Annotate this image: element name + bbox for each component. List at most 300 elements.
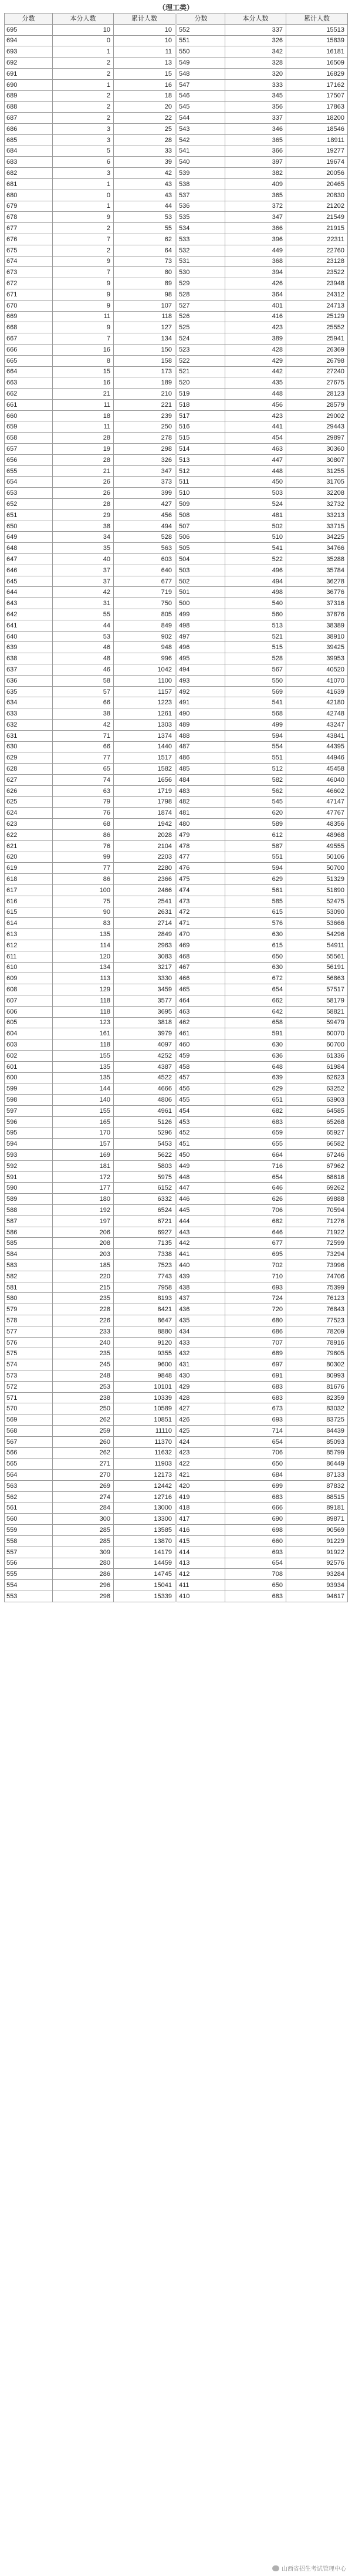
cell-count: 2: [53, 90, 114, 102]
cell-cumulative: 91229: [286, 1535, 348, 1547]
cell-score: 438: [177, 1282, 225, 1293]
cell-count: 2: [53, 223, 114, 234]
cell-score: 417: [177, 1514, 225, 1525]
table-row: [5, 90, 175, 102]
table-row: [5, 730, 175, 741]
table-row: [177, 212, 348, 223]
cell-count: 3: [53, 168, 114, 179]
cell-score: 455: [177, 1095, 225, 1106]
table-row: [177, 1591, 348, 1602]
table-row: [5, 267, 175, 278]
table-row: [177, 896, 348, 907]
table-row: [177, 1271, 348, 1282]
cell-cumulative: 4522: [114, 1072, 175, 1083]
cell-score: 572: [5, 1381, 53, 1392]
cell-cumulative: 63903: [286, 1095, 348, 1106]
cell-cumulative: 1374: [114, 730, 175, 741]
table-row: [177, 201, 348, 212]
cell-cumulative: 948: [114, 642, 175, 653]
cell-count: 300: [53, 1514, 114, 1525]
table-row: [5, 1447, 175, 1459]
cell-count: 134: [53, 962, 114, 973]
cell-count: 1: [53, 46, 114, 58]
cell-cumulative: 2203: [114, 852, 175, 863]
cell-count: 65: [53, 764, 114, 775]
cell-score: 603: [5, 1039, 53, 1051]
cell-score: 415: [177, 1535, 225, 1547]
cell-score: 634: [5, 697, 53, 708]
cell-count: 515: [225, 642, 286, 653]
cell-score: 496: [177, 642, 225, 653]
table-row: [177, 1171, 348, 1183]
cell-cumulative: 22760: [286, 245, 348, 256]
table-row: [177, 984, 348, 995]
cell-score: 554: [5, 1580, 53, 1591]
cell-score: 573: [5, 1370, 53, 1382]
table-row: [177, 940, 348, 951]
table-row: [177, 1282, 348, 1293]
cell-score: 645: [5, 576, 53, 587]
cell-count: 28: [53, 454, 114, 465]
cell-score: 560: [5, 1514, 53, 1525]
cell-score: 559: [5, 1525, 53, 1536]
cell-score: 561: [5, 1503, 53, 1514]
table-row: [177, 598, 348, 609]
cell-cumulative: 40520: [286, 664, 348, 676]
table-row: [177, 1403, 348, 1414]
cell-cumulative: 33715: [286, 521, 348, 532]
cell-score: 688: [5, 102, 53, 113]
cell-score: 420: [177, 1480, 225, 1491]
table-row: [5, 444, 175, 455]
cell-score: 571: [5, 1392, 53, 1403]
table-row: [5, 499, 175, 510]
cell-score: 483: [177, 785, 225, 796]
table-row: [5, 1072, 175, 1083]
cell-score: 581: [5, 1282, 53, 1293]
cell-count: 389: [225, 333, 286, 345]
table-row: [177, 58, 348, 69]
cell-score: 507: [177, 521, 225, 532]
cell-score: 615: [5, 907, 53, 918]
cell-count: 724: [225, 1293, 286, 1304]
cell-score: 418: [177, 1503, 225, 1514]
cell-count: 683: [225, 1491, 286, 1503]
footer-watermark: [272, 2564, 346, 2572]
table-row: [5, 289, 175, 300]
cell-cumulative: 34766: [286, 543, 348, 554]
cell-cumulative: 3083: [114, 951, 175, 962]
cell-count: 53: [53, 631, 114, 642]
cell-cumulative: 13300: [114, 1514, 175, 1525]
cell-count: 449: [225, 245, 286, 256]
cell-count: 285: [53, 1535, 114, 1547]
table-row: [177, 929, 348, 940]
cell-count: 426: [225, 278, 286, 289]
cell-count: 582: [225, 774, 286, 785]
cell-score: 556: [5, 1558, 53, 1569]
cell-count: 365: [225, 190, 286, 201]
cell-cumulative: 9355: [114, 1348, 175, 1359]
cell-cumulative: 92576: [286, 1558, 348, 1569]
cell-cumulative: 189: [114, 377, 175, 389]
cell-count: 693: [225, 1282, 286, 1293]
cell-score: 593: [5, 1150, 53, 1161]
cell-score: 570: [5, 1403, 53, 1414]
cell-count: 161: [53, 1028, 114, 1039]
cell-count: 38: [53, 708, 114, 720]
table-row: [177, 1569, 348, 1580]
cell-cumulative: 52475: [286, 896, 348, 907]
cell-cumulative: 13: [114, 58, 175, 69]
table-row: [177, 907, 348, 918]
cell-cumulative: 81676: [286, 1381, 348, 1392]
cell-count: 702: [225, 1260, 286, 1271]
cell-count: 648: [225, 1061, 286, 1072]
cell-cumulative: 2366: [114, 874, 175, 885]
cell-score: 588: [5, 1205, 53, 1216]
cell-count: 695: [225, 1249, 286, 1260]
cell-count: 16: [53, 377, 114, 389]
cell-cumulative: 118: [114, 311, 175, 322]
table-row: [5, 598, 175, 609]
cell-score: 674: [5, 256, 53, 267]
cell-cumulative: 17162: [286, 79, 348, 90]
cell-count: 206: [53, 1227, 114, 1238]
cell-score: 616: [5, 896, 53, 907]
cell-count: 510: [225, 532, 286, 543]
cell-score: 542: [177, 134, 225, 146]
cell-cumulative: 399: [114, 488, 175, 499]
cell-score: 635: [5, 686, 53, 697]
cell-cumulative: 1261: [114, 708, 175, 720]
table-row: [177, 720, 348, 731]
cell-cumulative: 1100: [114, 675, 175, 686]
cell-count: 568: [225, 708, 286, 720]
table-row: [177, 774, 348, 785]
table-row: [177, 123, 348, 134]
cell-score: 547: [177, 79, 225, 90]
table-row: [177, 973, 348, 984]
table-row: [5, 675, 175, 686]
cell-score: 630: [5, 741, 53, 752]
cell-count: 245: [53, 1359, 114, 1370]
table-row: [177, 90, 348, 102]
cell-score: 606: [5, 1006, 53, 1017]
cell-cumulative: 2631: [114, 907, 175, 918]
cell-score: 567: [5, 1436, 53, 1447]
table-row: [5, 278, 175, 289]
cell-score: 568: [5, 1426, 53, 1437]
cell-count: 123: [53, 1017, 114, 1028]
cell-count: 655: [225, 1139, 286, 1150]
cell-count: 591: [225, 1028, 286, 1039]
cell-count: 274: [53, 1491, 114, 1503]
cell-count: 615: [225, 907, 286, 918]
cell-count: 345: [225, 90, 286, 102]
table-row: [177, 1480, 348, 1491]
table-row: [5, 1470, 175, 1481]
table-row: [5, 521, 175, 532]
cell-cumulative: 10: [114, 24, 175, 35]
cell-cumulative: 53: [114, 212, 175, 223]
table-row: [5, 389, 175, 400]
cell-score: 575: [5, 1348, 53, 1359]
cell-score: 687: [5, 113, 53, 124]
cell-cumulative: 2963: [114, 940, 175, 951]
table-row: [177, 620, 348, 631]
table-row: [177, 796, 348, 808]
table-row: [5, 896, 175, 907]
cell-count: 2: [53, 58, 114, 69]
table-row: [177, 134, 348, 146]
cell-count: 170: [53, 1127, 114, 1139]
table-row: [5, 532, 175, 543]
cell-count: 346: [225, 123, 286, 134]
cell-cumulative: 55561: [286, 951, 348, 962]
cell-count: 428: [225, 344, 286, 355]
cell-cumulative: 33213: [286, 509, 348, 521]
cell-count: 79: [53, 796, 114, 808]
table-row: [5, 1216, 175, 1227]
cell-count: 15: [53, 366, 114, 377]
cell-cumulative: 11110: [114, 1426, 175, 1437]
table-row: [177, 863, 348, 874]
cell-cumulative: 8880: [114, 1326, 175, 1337]
cell-cumulative: 47147: [286, 796, 348, 808]
cell-cumulative: 29002: [286, 410, 348, 421]
table-row: [5, 1139, 175, 1150]
cell-cumulative: 87832: [286, 1480, 348, 1491]
cell-cumulative: 11370: [114, 1436, 175, 1447]
cell-cumulative: 38910: [286, 631, 348, 642]
table-row: [5, 907, 175, 918]
cell-cumulative: 18: [114, 90, 175, 102]
cell-score: 587: [5, 1216, 53, 1227]
cell-count: 691: [225, 1370, 286, 1382]
cell-cumulative: 25: [114, 123, 175, 134]
table-row: [5, 410, 175, 421]
cell-count: 545: [225, 796, 286, 808]
cell-count: 1: [53, 201, 114, 212]
cell-count: 21: [53, 389, 114, 400]
table-row: [5, 752, 175, 764]
table-row: [5, 333, 175, 345]
table-row: [5, 1491, 175, 1503]
cell-count: 1: [53, 178, 114, 190]
cell-score: 444: [177, 1216, 225, 1227]
cell-cumulative: 20465: [286, 178, 348, 190]
cell-cumulative: 85093: [286, 1436, 348, 1447]
table-row: [177, 433, 348, 444]
cell-count: 157: [53, 1139, 114, 1150]
table-row: [5, 1194, 175, 1205]
cell-count: 594: [225, 863, 286, 874]
cell-count: 29: [53, 509, 114, 521]
cell-score: 484: [177, 774, 225, 785]
table-row: [177, 113, 348, 124]
cell-count: 135: [53, 1072, 114, 1083]
cell-count: 220: [53, 1271, 114, 1282]
table-row: [177, 708, 348, 720]
cell-count: 397: [225, 157, 286, 168]
cell-score: 664: [5, 366, 53, 377]
table-row: [177, 752, 348, 764]
cell-count: 662: [225, 995, 286, 1006]
table-row: [177, 1006, 348, 1017]
cell-cumulative: 65927: [286, 1127, 348, 1139]
cell-cumulative: 528: [114, 532, 175, 543]
cell-count: 562: [225, 785, 286, 796]
table-row: [5, 543, 175, 554]
cell-score: 637: [5, 664, 53, 676]
cell-score: 632: [5, 720, 53, 731]
cell-count: 226: [53, 1315, 114, 1326]
cell-count: 396: [225, 234, 286, 245]
cell-count: 441: [225, 421, 286, 433]
cell-cumulative: 15839: [286, 35, 348, 46]
cell-score: 424: [177, 1436, 225, 1447]
cell-score: 590: [5, 1183, 53, 1194]
cell-count: 368: [225, 256, 286, 267]
table-row: [5, 774, 175, 785]
cell-cumulative: 2466: [114, 884, 175, 896]
table-row: [177, 444, 348, 455]
cell-cumulative: 62: [114, 234, 175, 245]
cell-score: 659: [5, 421, 53, 433]
table-row: [5, 785, 175, 796]
cell-cumulative: 6152: [114, 1183, 175, 1194]
cell-cumulative: 29443: [286, 421, 348, 433]
cell-cumulative: 6721: [114, 1216, 175, 1227]
cell-score: 692: [5, 58, 53, 69]
cell-score: 611: [5, 951, 53, 962]
table-row: [177, 178, 348, 190]
cell-score: 511: [177, 477, 225, 488]
cell-count: 259: [53, 1426, 114, 1437]
table-row: [177, 1381, 348, 1392]
cell-cumulative: 2714: [114, 918, 175, 929]
cell-score: 566: [5, 1447, 53, 1459]
cell-score: 656: [5, 454, 53, 465]
table-row: [177, 1116, 348, 1127]
cell-cumulative: 60070: [286, 1028, 348, 1039]
cell-score: 499: [177, 609, 225, 620]
cell-cumulative: 12173: [114, 1470, 175, 1481]
table-row: [5, 984, 175, 995]
cell-count: 114: [53, 940, 114, 951]
cell-count: 454: [225, 433, 286, 444]
cell-score: 476: [177, 863, 225, 874]
cell-cumulative: 1440: [114, 741, 175, 752]
cell-score: 563: [5, 1480, 53, 1491]
cell-cumulative: 47767: [286, 808, 348, 819]
cell-count: 235: [53, 1293, 114, 1304]
score-table-right: [177, 13, 348, 1602]
table-row: [177, 1139, 348, 1150]
cell-cumulative: 41639: [286, 686, 348, 697]
table-row: [5, 1535, 175, 1547]
cell-count: 55: [53, 609, 114, 620]
cell-score: 454: [177, 1105, 225, 1116]
cell-cumulative: 87133: [286, 1470, 348, 1481]
cell-score: 655: [5, 465, 53, 477]
cell-cumulative: 3818: [114, 1017, 175, 1028]
cell-cumulative: 49555: [286, 840, 348, 852]
cell-cumulative: 298: [114, 444, 175, 455]
cell-cumulative: 50700: [286, 863, 348, 874]
cell-score: 447: [177, 1183, 225, 1194]
table-row: [5, 1348, 175, 1359]
cell-score: 442: [177, 1238, 225, 1249]
cell-cumulative: 68616: [286, 1171, 348, 1183]
cell-cumulative: 15513: [286, 24, 348, 35]
table-row: [177, 653, 348, 664]
cell-cumulative: 83032: [286, 1403, 348, 1414]
cell-cumulative: 25552: [286, 322, 348, 333]
cell-count: 99: [53, 852, 114, 863]
cell-count: 9: [53, 322, 114, 333]
cell-score: 608: [5, 984, 53, 995]
table-row: [5, 1359, 175, 1370]
cell-count: 693: [225, 1547, 286, 1558]
cell-count: 42: [53, 720, 114, 731]
cell-count: 502: [225, 521, 286, 532]
cell-score: 506: [177, 532, 225, 543]
score-table-left-body: [5, 24, 175, 1602]
cell-count: 448: [225, 465, 286, 477]
table-row: [177, 190, 348, 201]
cell-count: 528: [225, 653, 286, 664]
table-row: [5, 973, 175, 984]
table-row: [177, 1558, 348, 1569]
cell-score: 599: [5, 1083, 53, 1095]
table-row: [177, 1095, 348, 1106]
header-score: 分数: [177, 13, 225, 25]
cell-score: 690: [5, 79, 53, 90]
table-row: [5, 488, 175, 499]
table-row: [177, 245, 348, 256]
cell-score: 487: [177, 741, 225, 752]
cell-cumulative: 14179: [114, 1547, 175, 1558]
table-row: [5, 146, 175, 157]
table-row: [177, 1392, 348, 1403]
cell-count: 551: [225, 852, 286, 863]
table-row: [177, 852, 348, 863]
cell-count: 673: [225, 1403, 286, 1414]
table-row: [177, 454, 348, 465]
cell-count: 181: [53, 1160, 114, 1171]
cell-score: 609: [5, 973, 53, 984]
cell-count: 463: [225, 444, 286, 455]
cell-cumulative: 98: [114, 289, 175, 300]
cell-cumulative: 56863: [286, 973, 348, 984]
table-row: [177, 1580, 348, 1591]
cell-cumulative: 91922: [286, 1547, 348, 1558]
cell-count: 698: [225, 1525, 286, 1536]
cell-cumulative: 18911: [286, 134, 348, 146]
table-row: [177, 389, 348, 400]
cell-count: 551: [225, 752, 286, 764]
cell-cumulative: 93934: [286, 1580, 348, 1591]
table-row: [177, 884, 348, 896]
cell-cumulative: 603: [114, 554, 175, 565]
table-row: [5, 565, 175, 576]
table-row: [177, 554, 348, 565]
cell-cumulative: 26798: [286, 355, 348, 366]
cell-score: 555: [5, 1569, 53, 1580]
cell-cumulative: 23128: [286, 256, 348, 267]
